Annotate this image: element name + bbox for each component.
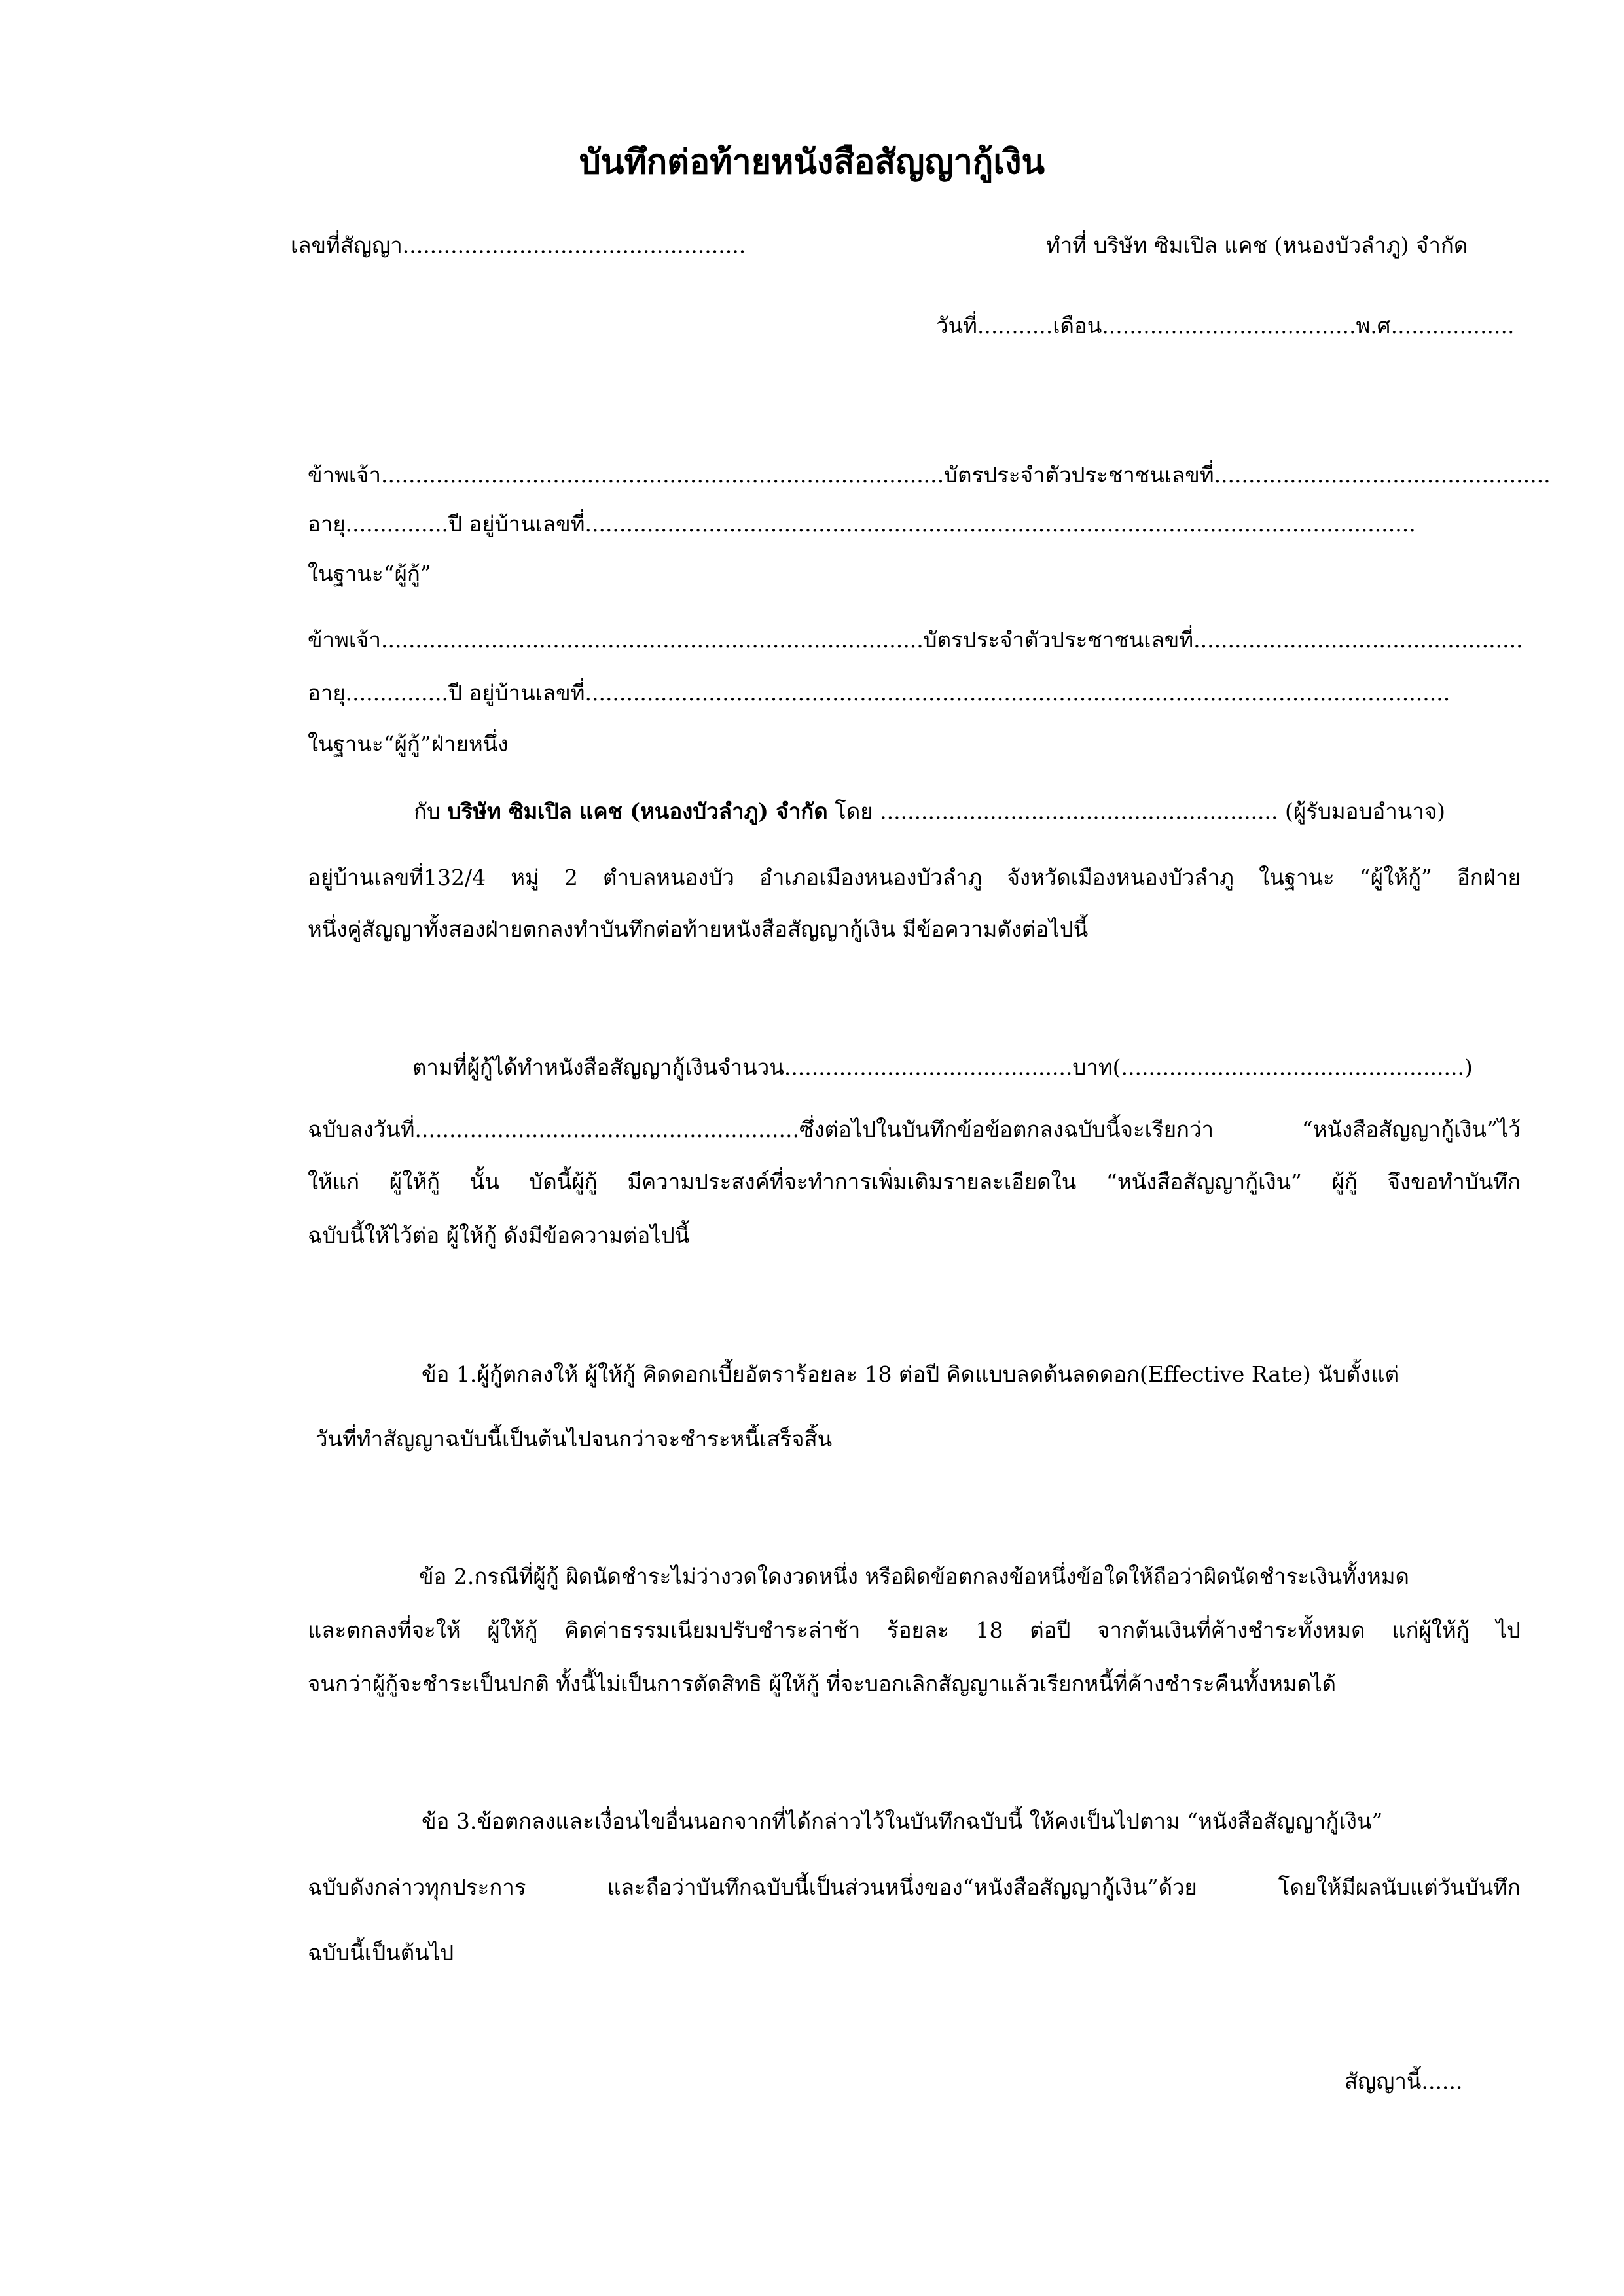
document-title: บันทึกต่อท้ายหนังสือสัญญากู้เงิน xyxy=(579,142,1045,182)
clause2-line2: และตกลงที่จะให้ ผู้ให้กู้ คิดค่าธรรมเนียมปรับชำระล่าช้า ร้อยละ 18 ต่อปี จากต้นเงินที่ค้างชำระทั้งหมด แก่ผู้ให้กู้ ไป xyxy=(308,1617,1521,1643)
recital-line3: ให้แก่ ผู้ให้กู้ นั้น บัดนี้ผู้กู้ มีความประสงค์ที่จะทำการเพิ่มเติมรายละเอียดใน “หนังสือสัญญากู้เงิน” ผู้กู้ จึงขอทำบันทึก xyxy=(308,1169,1521,1194)
borrower2-age-line: อายุ...............ปี อยู่บ้านเลขที่.............................................................................................................................. xyxy=(308,680,1451,706)
borrower2-role: ในฐานะ“ผู้กู้”ฝ่ายหนึ่ง xyxy=(308,731,509,757)
lender-by: โดย .......................................................... (ผู้รับมอบอำนาจ) xyxy=(827,798,1446,824)
clause2-line3: จนกว่าผู้กู้จะชำระเป็นปกติ ทั้งนี้ไม่เป็นการตัดสิทธิ ผู้ให้กู้ ที่จะบอกเลิกสัญญาแล้วเรียกหนี้ที่ค้างชำระคืนทั้งหมดได้ xyxy=(308,1671,1337,1696)
lender-address-line1: อยู่บ้านเลขที่132/4 หมู่ 2 ตำบลหนองบัว อำเภอเมืองหนองบัวลำภู จังหวัดเมืองหนองบัวลำภู ในฐานะ “ผู้ให้กู้” อีกฝ่าย xyxy=(308,865,1521,890)
lender-company: บริษัท ซิมเปิล แคช (หนองบัวลำภู) จำกัด xyxy=(447,798,828,824)
date-field: วันที่...........เดือน.....................................พ.ศ.................. xyxy=(936,313,1515,338)
clause2-line1: ข้อ 2.กรณีที่ผู้กู้ ผิดนัดชำระไม่ว่างวดใดงวดหนึ่ง หรือผิดข้อตกลงข้อหนึ่งข้อใดให้ถือว่าผิดนัดชำระเงินทั้งหมด xyxy=(419,1564,1409,1589)
lender-address-line2: หนึ่งคู่สัญญาทั้งสองฝ่ายตกลงทำบันทึกต่อท้ายหนังสือสัญญากู้เงิน มีข้อความดังต่อไปนี้ xyxy=(308,916,1089,942)
lender-with: กับ xyxy=(414,798,448,824)
borrower2-name-line: ข้าพเจ้า...............................................................................บัตรประจำตัวประชาชนเลขที่................................................ xyxy=(308,627,1523,653)
footer-text: สัญญานี้...... xyxy=(1344,2068,1463,2094)
clause1-line1: ข้อ 1.ผู้กู้ตกลงให้ ผู้ให้กู้ คิดดอกเบี้ยอัตราร้อยละ 18 ต่อปี คิดแบบลดต้นลดดอก(Effective Rate) นับตั้งแต่ xyxy=(422,1361,1399,1387)
clause3-line3: ฉบับนี้เป็นต้นไป xyxy=(308,1940,454,1965)
recital-line4: ฉบับนี้ให้ไว้ต่อ ผู้ให้กู้ ดังมีข้อความต่อไปนี้ xyxy=(308,1223,690,1248)
clause3-line2: ฉบับดังกล่าวทุกประการ และถือว่าบันทึกฉบับนี้เป็นส่วนหนึ่งของ“หนังสือสัญญากู้เงิน”ด้วย โดยให้มีผลนับแต่วันบันทึก xyxy=(308,1874,1521,1900)
borrower1-name-line: ข้าพเจ้า..................................................................................บัตรประจำตัวประชาชนเลขที่................................................. xyxy=(308,462,1551,488)
borrower1-age-line: อายุ...............ปี อยู่บ้านเลขที่......................................................................................................................... xyxy=(308,511,1416,537)
clause1-line2: วันที่ทำสัญญาฉบับนี้เป็นต้นไปจนกว่าจะชำระหนี้เสร็จสิ้น xyxy=(316,1426,833,1452)
recital-line1: ตามที่ผู้กู้ได้ทำหนังสือสัญญากู้เงินจำนวน..........................................บาท(..................................................) xyxy=(412,1054,1473,1080)
lender-line xyxy=(414,792,1445,831)
recital-line2: ฉบับลงวันที่........................................................ซึ่งต่อไปในบันทึกข้อข้อตกลงฉบับนี้จะเรียกว่า “หนังสือสัญญากู้เงิน”ไว้ xyxy=(308,1117,1521,1142)
clause3-line1: ข้อ 3.ข้อตกลงและเงื่อนไขอื่นนอกจากที่ได้กล่าวไว้ในบันทึกฉบับนี้ ให้คงเป็นไปตาม “หนังสือสัญญากู้เงิน” xyxy=(422,1808,1383,1834)
borrower1-role: ในฐานะ“ผู้กู้” xyxy=(308,561,431,586)
contract-number-field: เลขที่สัญญา.................................................. xyxy=(291,232,746,258)
made-at-text: ทำที่ บริษัท ซิมเปิล แคช (หนองบัวลำภู) จำกัด xyxy=(1046,232,1468,258)
